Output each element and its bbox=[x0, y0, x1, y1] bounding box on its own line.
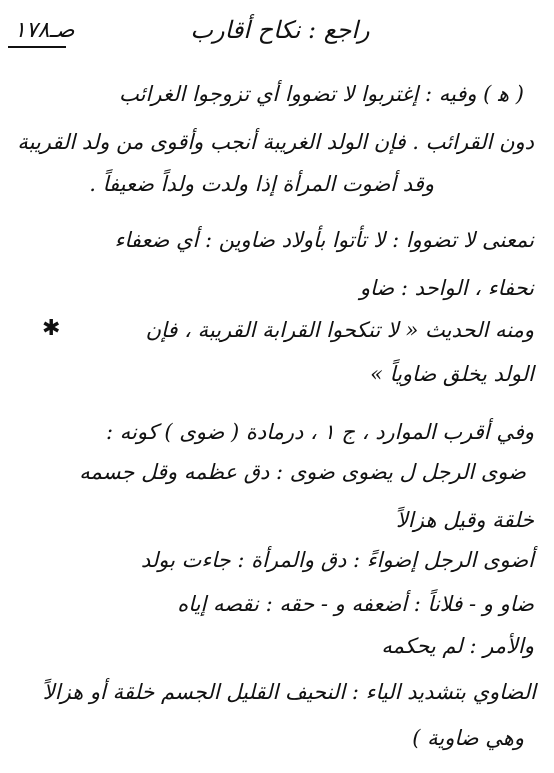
page-number: صـ١٧٨ bbox=[14, 18, 75, 43]
text-line-11: أضوى الرجل إضواءً : دق والمرأة : جاءت بولد bbox=[140, 548, 534, 572]
text-line-13: والأمر : لم يحكمه bbox=[381, 634, 534, 658]
asterisk-mark: ✱ bbox=[42, 316, 61, 341]
text-line-14: الضاوي بتشديد الياء : النحيف القليل الجسم خلقة أو هزالاً bbox=[42, 680, 536, 704]
text-line-2: دون القرائب . فإن الولد الغريبة أنجب وأقوى من ولد القريبة bbox=[17, 130, 534, 154]
text-line-7: الولد يخلق ضاوياً » bbox=[370, 362, 534, 386]
text-line-10: خلقة وقيل هزالاً bbox=[395, 508, 534, 532]
text-line-8: وفي أقرب الموارد ، ج ١ ، درمادة ( ضوى ) كونه : bbox=[106, 420, 534, 444]
text-line-1: ( ﻫ ) وفيه : إغتربوا لا تضووا أي تزوجوا الغرائب bbox=[119, 82, 524, 106]
text-line-5: نحفاء ، الواحد : ضاو bbox=[359, 276, 534, 300]
text-line-3: وقد أضوت المرأة إذا ولدت ولداً ضعيفاً . bbox=[89, 172, 434, 196]
page-number-underline bbox=[8, 46, 66, 48]
text-line-4: نمعنى لا تضووا : لا تأتوا بأولاد ضاوين : أي ضعفاء bbox=[114, 228, 534, 252]
text-line-12: ضاو و - فلاناً : أضعفه و - حقه : نقصه إياه bbox=[177, 592, 534, 616]
text-line-6: ومنه الحديث « لا تنكحوا القرابة القريبة ، فإن bbox=[145, 318, 534, 342]
page-title: راجع : نكاح أقارب bbox=[190, 16, 370, 44]
text-line-9: ضوى الرجل ل يضوى ضوى : دق عظمه وقل جسمه bbox=[79, 460, 526, 484]
text-line-15: وهي ضاوية ) bbox=[412, 726, 524, 750]
